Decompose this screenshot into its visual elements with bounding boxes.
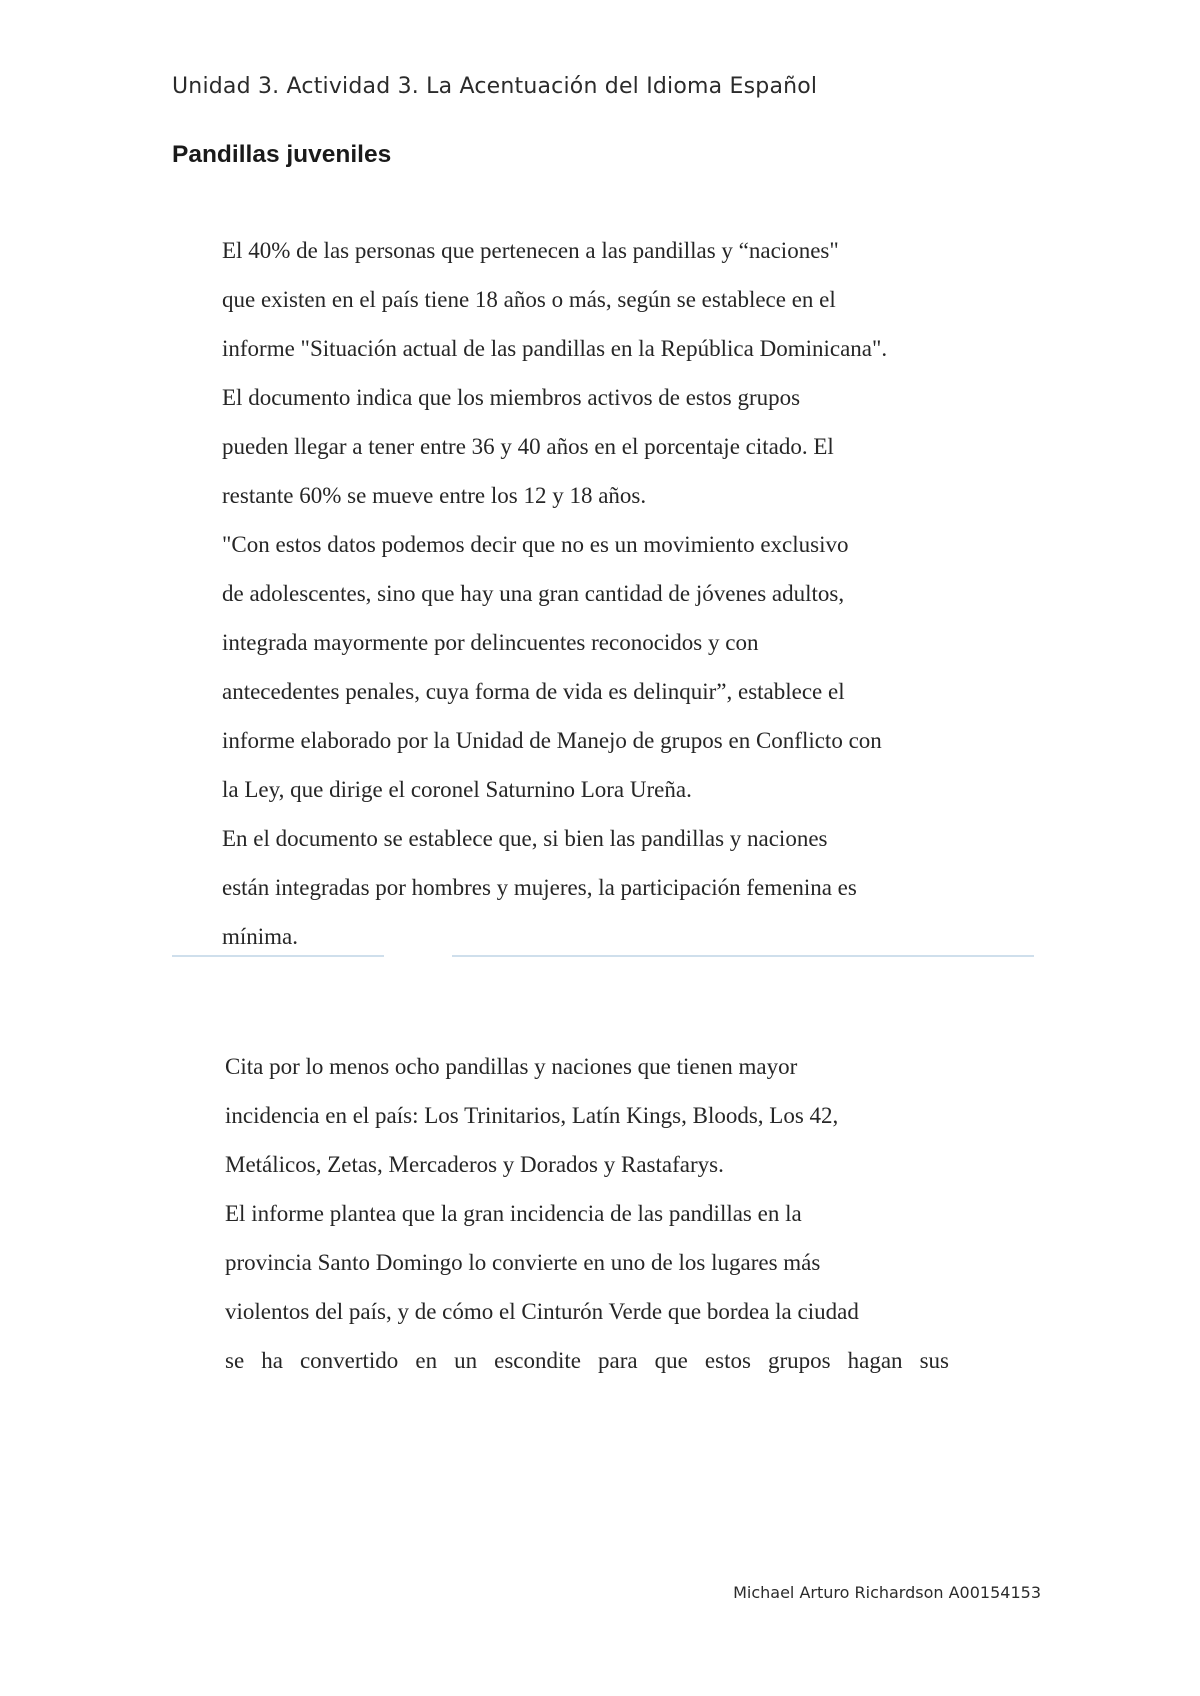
excerpt-line: restante 60% se mueve entre los 12 y 18 años. xyxy=(222,483,647,508)
page-title: Pandillas juveniles xyxy=(172,141,392,168)
activity-line: provincia Santo Domingo lo convierte en uno de los lugares más xyxy=(225,1250,821,1275)
activity-line: Cita por lo menos ocho pandillas y naciones que tienen mayor xyxy=(225,1054,798,1079)
scanned-excerpt xyxy=(222,226,982,961)
excerpt-line: informe elaborado por la Unidad de Manejo de grupos en Conflicto con xyxy=(222,728,882,753)
excerpt-line: que existen en el país tiene 18 años o más, según se establece en el xyxy=(222,287,836,312)
activity-line: Metálicos, Zetas, Mercaderos y Dorados y Rastafarys. xyxy=(225,1152,724,1177)
excerpt-line: mínima. xyxy=(222,924,299,949)
activity-line: incidencia en el país: Los Trinitarios, Latín Kings, Bloods, Los 42, xyxy=(225,1103,839,1128)
section-divider xyxy=(452,955,1034,957)
excerpt-line: de adolescentes, sino que hay una gran cantidad de jóvenes adultos, xyxy=(222,581,845,606)
excerpt-line: informe "Situación actual de las pandillas en la República Dominicana". xyxy=(222,336,888,361)
excerpt-line: integrada mayormente por delincuentes reconocidos y con xyxy=(222,630,759,655)
activity-line: violentos del país, y de cómo el Cinturón Verde que bordea la ciudad xyxy=(225,1299,859,1324)
excerpt-line: En el documento se establece que, si bien las pandillas y naciones xyxy=(222,826,828,851)
activity-answer xyxy=(225,1042,949,1385)
activity-line: El informe plantea que la gran incidencia de las pandillas en la xyxy=(225,1201,802,1226)
excerpt-line: están integradas por hombres y mujeres, la participación femenina es xyxy=(222,875,857,900)
excerpt-line: antecedentes penales, cuya forma de vida es delinquir”, establece el xyxy=(222,679,845,704)
activity-line: se ha convertido en un escondite para que estos grupos hagan sus xyxy=(225,1348,949,1373)
section-divider xyxy=(172,955,384,957)
excerpt-line: El documento indica que los miembros activos de estos grupos xyxy=(222,385,801,410)
excerpt-line: El 40% de las personas que pertenecen a las pandillas y “naciones" xyxy=(222,238,839,263)
excerpt-line: la Ley, que dirige el coronel Saturnino Lora Ureña. xyxy=(222,777,692,802)
author-footer: Michael Arturo Richardson A00154153 xyxy=(733,1583,1041,1602)
excerpt-line: pueden llegar a tener entre 36 y 40 años en el porcentaje citado. El xyxy=(222,434,834,459)
document-header: Unidad 3. Actividad 3. La Acentuación del Idioma Español xyxy=(172,74,818,99)
excerpt-line: "Con estos datos podemos decir que no es un movimiento exclusivo xyxy=(222,532,849,557)
